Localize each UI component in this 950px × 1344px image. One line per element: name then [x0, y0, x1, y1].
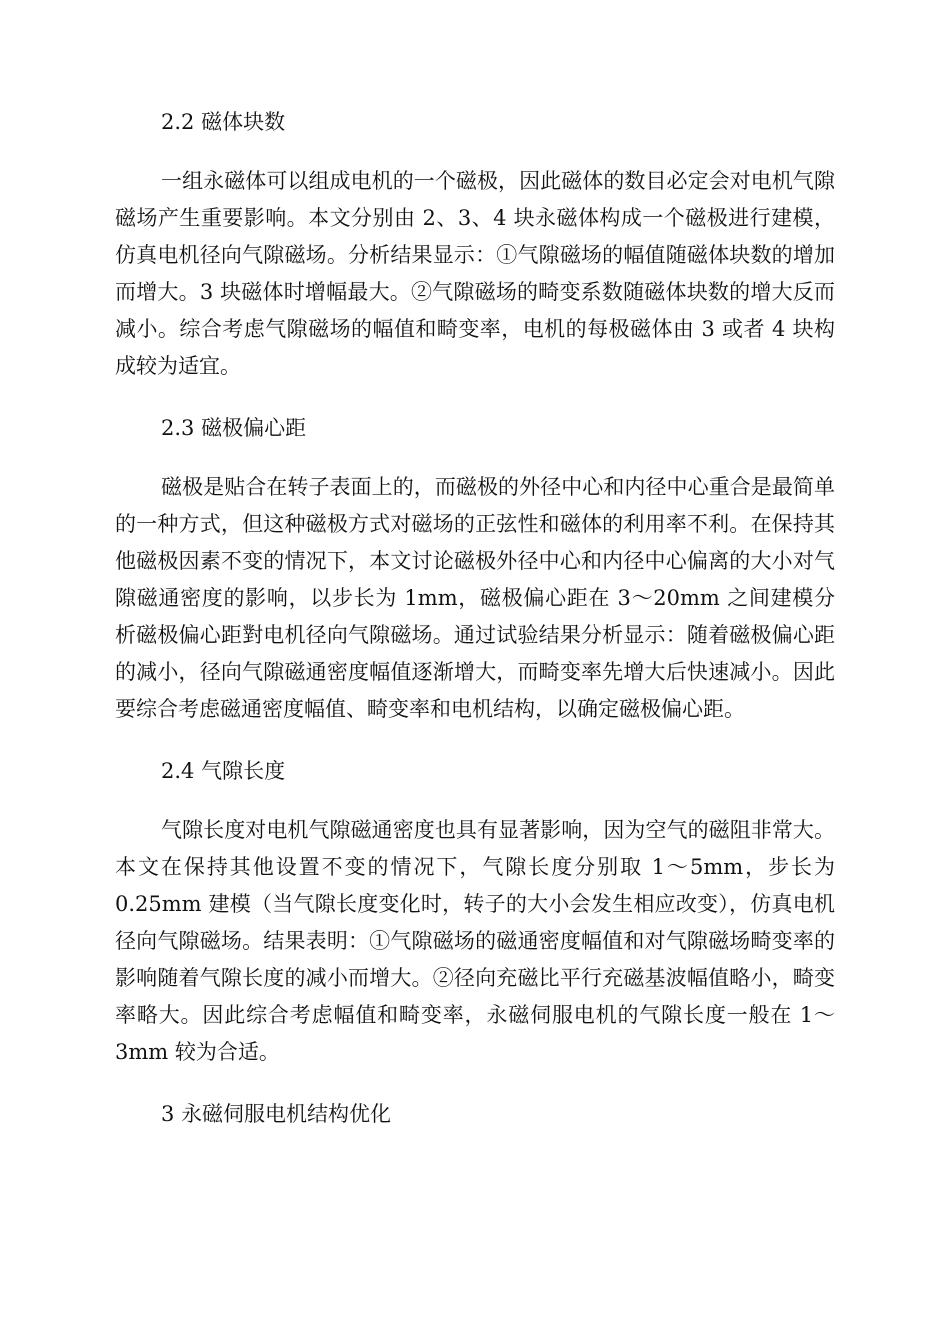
- section-heading-2-3: 2.3 磁极偏心距: [161, 416, 307, 440]
- spacer: [115, 141, 835, 163]
- section-paragraph-2-2: 一组永磁体可以组成电机的一个磁极，因此磁体的数目必定会对电机气隙磁场产生重要影响。本文分别由 2、3、4 块永磁体构成一个磁极进行建模，仿真电机径向气隙磁场。分析结果显示：①气隙磁场的幅值随磁体块数的增加而增大。3 块磁体时增幅最大。②气隙磁场的畸变系数随磁体块数的增大反而减小。综合考虑气隙磁场的幅值和畸变率，电机的每极磁体由 3 或者 4 块构成较为适宜。: [115, 169, 835, 378]
- spacer: [115, 728, 835, 752]
- spacer: [115, 790, 835, 812]
- document-body: [115, 103, 835, 1133]
- spacer: [115, 447, 835, 469]
- section-heading-2-4: 2.4 气隙长度: [161, 759, 286, 783]
- section-paragraph-2-4: 气隙长度对电机气隙磁通密度也具有显著影响，因为空气的磁阻非常大。本文在保持其他设置不变的情况下，气隙长度分别取 1～5mm，步长为 0.25mm 建模（当气隙长度变化时，转子的大小会发生相应改变），仿真电机径向气隙磁场。结果表明：①气隙磁场的磁通密度幅值和对气隙磁场畸变率的影响随着气隙长度的减小而增大。②径向充磁比平行充磁基波幅值略小，畸变率略大。因此综合考虑幅值和畸变率，永磁伺服电机的气隙长度一般在 1～3mm 较为合适。: [115, 818, 835, 1064]
- spacer: [115, 385, 835, 409]
- section-paragraph-2-3: 磁极是贴合在转子表面上的，而磁极的外径中心和内径中心重合是最简单的一种方式，但这种磁极方式对磁场的正弦性和磁体的利用率不利。在保持其他磁极因素不变的情况下，本文讨论磁极外径中心和内径中心偏离的大小对气隙磁通密度的影响，以步长为 1mm，磁极偏心距在 3～20mm 之间建模分析磁极偏心距對电机径向气隙磁场。通过试验结果分析显示：随着磁极偏心距的减小，径向气隙磁通密度幅值逐渐增大，而畸变率先增大后快速减小。因此要综合考虑磁通密度幅值、畸变率和电机结构，以确定磁极偏心距。: [115, 475, 835, 721]
- section-heading-2-2: 2.2 磁体块数: [161, 110, 286, 134]
- spacer: [115, 1071, 835, 1095]
- section-heading-3: 3 永磁伺服电机结构优化: [161, 1102, 392, 1126]
